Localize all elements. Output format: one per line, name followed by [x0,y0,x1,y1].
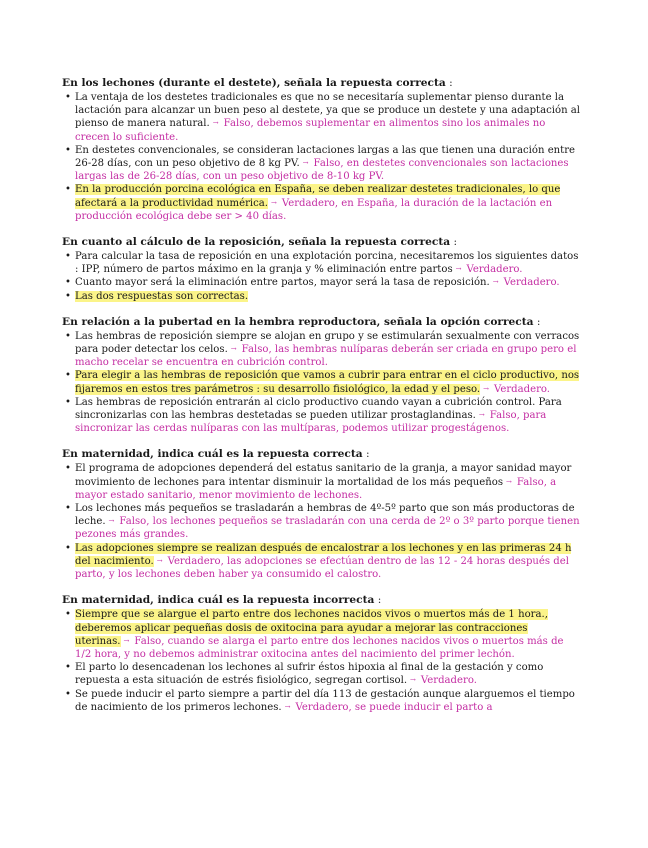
option-item [62,91,582,144]
option-answer: Verdadero. [503,277,560,289]
option-item [62,396,582,436]
option-answer: Verdadero. [466,264,523,276]
option-text: Para elegir a las hembras de reposición que vamos a cubrir para entrar en el ciclo productivo, nos fijaremos en estos tres parámetros : su desarrollo fisiológico, la edad y el peso. [75,370,580,395]
question-heading: En los lechones (durante el destete), señala la repuesta correcta : [62,77,453,89]
arrow-icon: → [483,384,489,393]
arrow-icon: → [230,345,237,354]
document-content [62,77,582,727]
arrow-icon: → [212,119,219,128]
option-text: Los lechones más pequeños se trasladarán a hembras de 4º-5º parto que son más productoras de leche. [75,503,575,528]
arrow-icon: → [156,556,163,565]
option-item [62,661,582,687]
arrow-icon: → [492,278,499,287]
option-item [62,688,582,714]
option-answer: Falso, a mayor estado sanitario, menor movimiento de lechones. [75,476,557,501]
option-text: Cuanto mayor será la eliminación entre partos, mayor será la tasa de reposición. [75,277,490,289]
option-answer: Falso, cuando se alarga el parto entre dos lechones nacidos vivos o muertos más de 1/2 hora, y no debemos administrar oxitocina antes del nacimiento del primer lechón. [75,635,564,660]
option-text: Las adopciones siempre se realizan después de encalostrar a los lechones y en las primeras 24 h del nacimiento. [75,542,572,567]
arrow-icon: → [410,676,416,685]
option-text: Siempre que se alargue el parto entre dos lechones nacidos vivos o muertos más de 1 hora., deberemos aplicar pequeñas dosis de oxitocina para ayudar a mejorar las contracciones uterinas. [75,609,548,647]
option-text: La ventaja de los destetes tradicionales es que no se necesitaría suplementar pienso durante la lactación para alcanzar un buen peso al destete, ya que se produce un destete y una adaptación al pienso de manera natural. [75,92,581,130]
option-item [62,250,582,276]
option-text: El programa de adopciones dependerá del estatus sanitario de la granja, a mayor sanidad mayor movimiento de lechones para intentar disminuir la mortalidad de los más pequeños [75,463,572,488]
option-text: Las hembras de reposición siempre se alojan en grupo y se estimularán sexualmente con verracos para poder detectar los celos. [75,330,580,356]
option-answer: Verdadero. [494,383,551,395]
question-reposicion [62,236,582,303]
option-item-correct [62,608,582,661]
option-item-correct [62,183,582,223]
question-pubertad [62,316,582,436]
arrow-icon: → [302,159,309,168]
question-maternidad-correcta [62,448,582,581]
question-heading: En cuanto al cálculo de la reposición, señala la repuesta correcta : [62,236,458,249]
option-answer: Verdadero, en España, la duración de la lactación en producción ecológica debe ser > 40 días. [75,197,553,222]
option-item-correct [62,290,582,303]
option-answer: Falso, debemos suplementar en alimentos sino los animales no crecen lo suficiente. [75,118,546,143]
option-item [62,502,582,542]
arrow-icon: → [506,477,512,486]
option-answer: Falso, para sincronizar las cerdas nulíparas con las multíparas, podemos utilizar progestágenos. [75,410,547,435]
arrow-icon: → [123,636,130,645]
option-text: Las dos respuestas son correctas. [75,290,249,302]
option-item-correct [62,542,582,582]
arrow-icon: → [284,702,291,711]
option-text: Para calcular la tasa de reposición en una explotación porcina, necesitaremos los siguientes datos : IPP, número de partos máximo en la granja y % eliminación entre partos [75,251,579,276]
question-heading: En maternidad, indica cuál es la repuesta incorrecta : [62,594,382,607]
option-answer: Verdadero, se puede inducir el parto a [295,701,493,713]
option-item [62,144,582,184]
arrow-icon: → [455,265,462,274]
option-list [62,608,582,714]
option-list [62,330,582,436]
option-answer: Falso, en destetes convencionales son lactaciones largas las de 26-28 días, con un peso objetivo de 8-10 kg PV. [75,158,569,183]
option-list [62,462,582,581]
question-maternidad-incorrecta [62,594,582,714]
option-item [62,330,582,370]
question-heading: En relación a la pubertad en la hembra reproductora, señala la opción correcta : [62,315,541,328]
option-answer: Verdadero. [420,675,477,687]
arrow-icon: → [108,517,115,526]
arrow-icon: → [271,198,277,207]
option-answer: Falso, los lechones pequeños se trasladarán con una cerda de 2º o 3º parto porque tienen pezones más grandes. [75,516,580,541]
question-lechones-destete [62,77,582,223]
option-item-correct [62,369,582,395]
option-list [62,91,582,223]
option-item [62,462,582,502]
option-list [62,250,582,303]
option-item [62,276,582,289]
option-text: Se puede inducir el parto siempre a partir del día 113 de gestación aunque alarguemos el tiempo de nacimiento de los primeros lechones. [75,688,575,713]
arrow-icon: → [478,411,485,420]
option-text: Las hembras de reposición entrarán al ciclo productivo cuando vayan a cubrición control. Para sincronizarlas con las hembras destetadas se pueden utilizar prostaglandinas. [75,396,562,422]
option-text: En destetes convencionales, se consideran lactaciones largas a las que tienen una duración entre 26-28 días, con un peso objetivo de 8 kg PV. [75,144,576,170]
question-heading: En maternidad, indica cuál es la repuesta correcta : [62,448,370,461]
option-text: El parto lo desencadenan los lechones al sufrir éstos hipoxia al final de la gestación y como repuesta a esta situación de estrés fisiológico, segregan cortisol. [75,662,544,687]
option-text: En la producción porcina ecológica en España, se deben realizar destetes tradicionales, lo que afectará a la productividad numérica. [75,184,561,209]
option-answer: Verdadero, las adopciones se efectúan dentro de las 12 - 24 horas después del parto, y los lechones deben haber ya consumido el calostro. [75,555,569,581]
option-answer: Falso, las hembras nulíparas deberán ser criada en grupo pero el macho recelar se encuentra en cubrición control. [75,344,577,369]
